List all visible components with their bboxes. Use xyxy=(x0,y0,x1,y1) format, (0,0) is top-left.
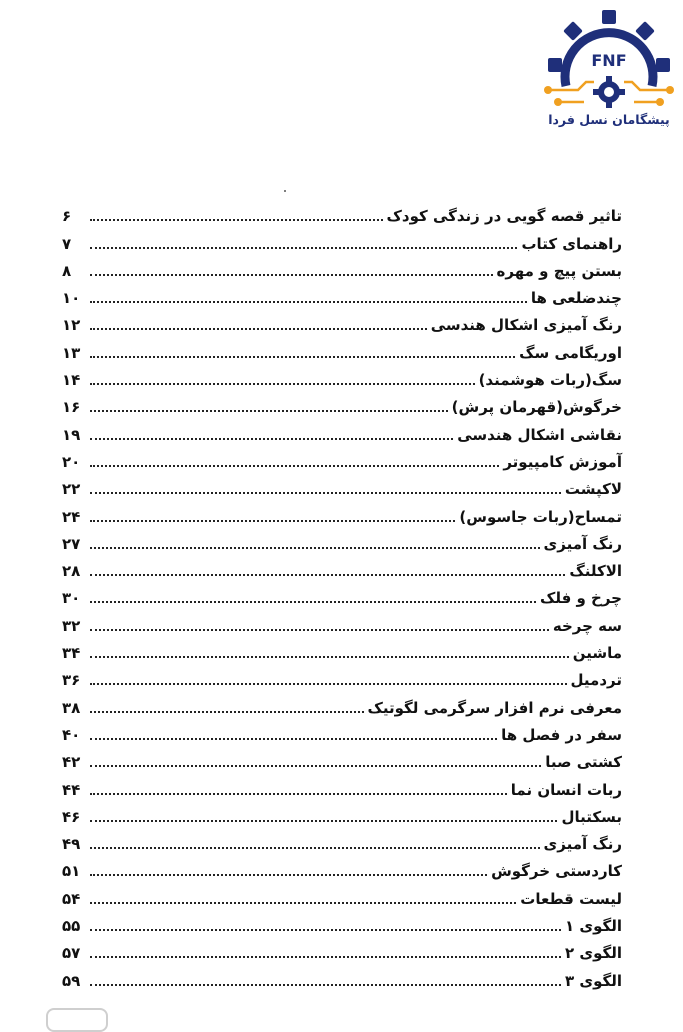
toc-entry-page: ۴۹ xyxy=(62,835,81,854)
toc-entry-page: ۳۴ xyxy=(62,644,81,663)
toc-leader-dots xyxy=(90,902,516,904)
toc-entry-page: ۵۷ xyxy=(62,944,81,963)
toc-entry-title: ربات انسان نما xyxy=(510,780,622,799)
toc-leader-dots xyxy=(90,847,540,849)
toc-entry-title: بسکتبال xyxy=(561,807,622,826)
toc-entry-title: الگوی ۲ xyxy=(564,944,622,963)
toc-entry xyxy=(62,225,622,252)
toc-entry xyxy=(62,935,622,962)
toc-entry xyxy=(62,826,622,853)
toc-leader-dots xyxy=(90,956,561,958)
toc-leader-dots xyxy=(90,520,455,522)
toc-entry-page: ۴۴ xyxy=(62,780,81,799)
toc-leader-dots xyxy=(90,274,493,276)
toc-entry-title: اوریگامی سگ xyxy=(519,343,622,362)
toc-entry-title: آموزش کامپیوتر xyxy=(503,452,622,471)
toc-entry-title: چندضلعی ها xyxy=(530,289,622,308)
toc-leader-dots xyxy=(90,738,497,740)
toc-entry-title: رنگ آمیزی xyxy=(543,534,622,553)
toc-entry-title: رنگ آمیزی xyxy=(543,835,622,854)
toc-entry-page: ۲۴ xyxy=(62,507,81,526)
toc-leader-dots xyxy=(90,574,565,576)
toc-leader-dots xyxy=(90,547,540,549)
toc-entry-page: ۱۶ xyxy=(62,398,81,417)
toc-entry xyxy=(62,771,622,798)
toc-entry-title: تردمیل xyxy=(570,671,622,690)
toc-entry-title: الاکلنگ xyxy=(569,562,622,581)
toc-leader-dots xyxy=(90,328,427,330)
publisher-name: پیشگامان نسل فردا xyxy=(548,112,670,127)
toc-leader-dots xyxy=(90,984,561,986)
toc-leader-dots xyxy=(90,465,499,467)
page-corner-mark xyxy=(46,1008,108,1032)
toc-entry-page: ۱۲ xyxy=(62,316,81,335)
toc-entry xyxy=(62,498,622,525)
toc-entry-title: لاکپشت xyxy=(564,480,622,499)
toc-entry xyxy=(62,662,622,689)
toc-entry xyxy=(62,334,622,361)
toc-entry-page: ۵۹ xyxy=(62,971,81,990)
toc-entry-page: ۸ xyxy=(62,261,72,280)
toc-entry-page: ۲۲ xyxy=(62,480,81,499)
toc-leader-dots xyxy=(90,247,517,249)
toc-entry-page: ۴۶ xyxy=(62,807,81,826)
toc-leader-dots xyxy=(90,656,569,658)
toc-leader-dots xyxy=(90,301,527,303)
toc-entry-page: ۵۱ xyxy=(62,862,81,881)
toc-entry-title: الگوی ۱ xyxy=(564,917,622,936)
toc-entry-page: ۴۰ xyxy=(62,725,81,744)
toc-entry xyxy=(62,962,622,989)
toc-entry xyxy=(62,553,622,580)
toc-entry-title: تاثیر قصه گویی در زندگی کودک xyxy=(386,207,622,226)
toc-entry xyxy=(62,880,622,907)
toc-entry xyxy=(62,526,622,553)
toc-entry xyxy=(62,908,622,935)
toc-entry xyxy=(62,689,622,716)
toc-leader-dots xyxy=(90,383,475,385)
toc-entry xyxy=(62,471,622,498)
toc-entry-title: کشتی صبا xyxy=(545,753,622,772)
toc-leader-dots xyxy=(90,929,561,931)
publisher-logo xyxy=(538,8,680,136)
toc-leader-dots xyxy=(90,219,383,221)
toc-entry-title: کاردستی خرگوش xyxy=(491,862,622,881)
toc-entry xyxy=(62,607,622,634)
toc-entry-title: معرفی نرم افزار سرگرمی لگوتیک xyxy=(367,698,622,717)
toc-entry xyxy=(62,444,622,471)
toc-entry-title: سه چرخه xyxy=(552,616,622,635)
toc-leader-dots xyxy=(90,629,549,631)
toc-entry xyxy=(62,389,622,416)
page-speck xyxy=(284,190,286,192)
toc-leader-dots xyxy=(90,765,541,767)
toc-entry xyxy=(62,799,622,826)
toc-entry-title: سگ(ربات هوشمند) xyxy=(478,371,622,390)
toc-entry xyxy=(62,253,622,280)
toc-entry xyxy=(62,362,622,389)
toc-entry-page: ۵۵ xyxy=(62,917,81,936)
toc-leader-dots xyxy=(90,874,487,876)
toc-leader-dots xyxy=(90,683,567,685)
toc-entry-page: ۳۰ xyxy=(62,589,81,608)
toc-leader-dots xyxy=(90,492,561,494)
toc-entry xyxy=(62,744,622,771)
toc-entry-page: ۶ xyxy=(62,207,72,226)
svg-text:FNF: FNF xyxy=(591,51,627,70)
gear-logo-icon xyxy=(538,8,680,114)
table-of-contents xyxy=(62,198,622,990)
toc-leader-dots xyxy=(90,601,536,603)
toc-entry xyxy=(62,416,622,443)
toc-entry-page: ۲۷ xyxy=(62,534,81,553)
toc-entry-page: ۳۸ xyxy=(62,698,81,717)
toc-entry-title: بستن پیچ و مهره xyxy=(496,261,622,280)
toc-entry-page: ۱۴ xyxy=(62,371,81,390)
toc-leader-dots xyxy=(90,356,515,358)
toc-leader-dots xyxy=(90,820,557,822)
toc-entry-title: نقاشی اشکال هندسی xyxy=(457,425,622,444)
toc-entry-page: ۳۶ xyxy=(62,671,81,690)
toc-entry xyxy=(62,635,622,662)
toc-entry xyxy=(62,198,622,225)
toc-entry-page: ۳۲ xyxy=(62,616,81,635)
toc-entry-page: ۴۲ xyxy=(62,753,81,772)
toc-entry-title: راهنمای کتاب xyxy=(521,234,622,253)
toc-entry-title: رنگ آمیزی اشکال هندسی xyxy=(430,316,622,335)
toc-leader-dots xyxy=(90,793,507,795)
toc-entry xyxy=(62,717,622,744)
toc-entry-page: ۲۸ xyxy=(62,562,81,581)
toc-entry-page: ۱۰ xyxy=(62,289,81,308)
toc-entry-title: لیست قطعات xyxy=(520,889,622,908)
toc-entry-title: ماشین xyxy=(572,644,622,663)
toc-entry-title: خرگوش(قهرمان پرش) xyxy=(451,398,622,417)
toc-entry-title: سفر در فصل ها xyxy=(501,725,622,744)
toc-entry xyxy=(62,580,622,607)
toc-entry-page: ۲۰ xyxy=(62,452,81,471)
toc-entry-page: ۵۴ xyxy=(62,889,81,908)
toc-entry xyxy=(62,280,622,307)
toc-entry-page: ۷ xyxy=(62,234,72,253)
toc-entry-title: چرخ و فلک xyxy=(539,589,622,608)
toc-entry xyxy=(62,853,622,880)
toc-entry xyxy=(62,307,622,334)
toc-entry-title: الگوی ۳ xyxy=(564,971,622,990)
toc-leader-dots xyxy=(90,438,453,440)
toc-leader-dots xyxy=(90,410,448,412)
toc-leader-dots xyxy=(90,711,364,713)
toc-entry-page: ۱۹ xyxy=(62,425,81,444)
toc-entry-title: تمساح(ربات جاسوس) xyxy=(459,507,622,526)
toc-entry-page: ۱۳ xyxy=(62,343,81,362)
